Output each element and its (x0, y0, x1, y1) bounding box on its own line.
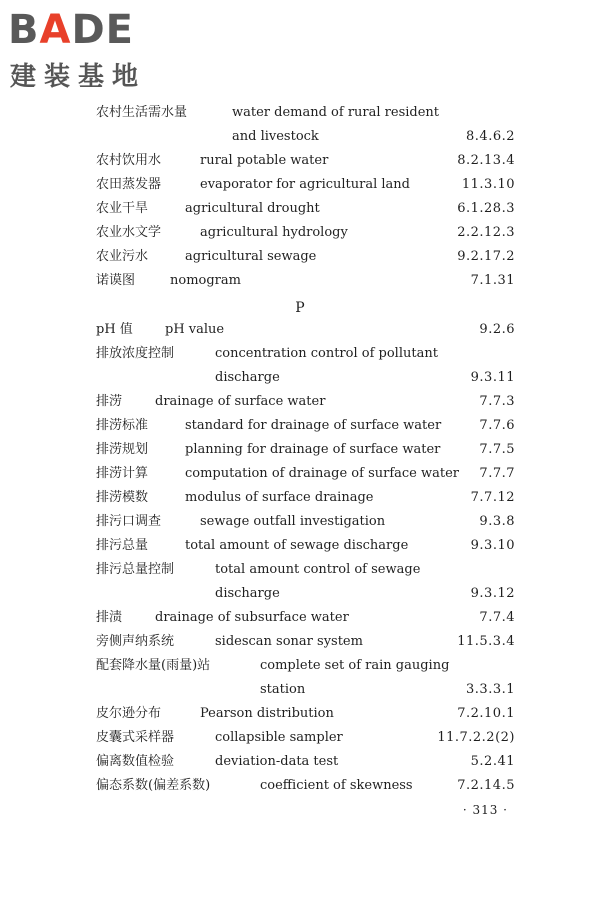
glossary-entry: 排放浓度控制 concentration control of pollutant (96, 346, 438, 361)
glossary-entry: 皮囊式采样器 collapsible sampler 11.7.2.2(2) (96, 730, 515, 745)
glossary-entry: 配套降水量(雨量)站 complete set of rain gauging (96, 658, 450, 673)
page-number: · 313 · (462, 803, 508, 817)
glossary-entry: 排渍 drainage of subsurface water 7.7.4 (96, 610, 515, 625)
glossary-entry: 皮尔逊分布 Pearson distribution 7.2.10.1 (96, 706, 515, 721)
logo-chinese-name: 建装基地 (10, 62, 147, 92)
glossary-entry: 诺谟图 nomogram 7.1.31 (96, 273, 515, 288)
glossary-entry-continuation: discharge 9.3.11 (215, 370, 515, 385)
glossary-entry: 排涝模数 modulus of surface drainage 7.7.12 (96, 490, 515, 505)
glossary-entry-continuation: station 3.3.3.1 (260, 682, 515, 697)
glossary-entry: 旁侧声纳系统 sidescan sonar system 11.5.3.4 (96, 634, 515, 649)
glossary-entry: 农业污水 agricultural sewage 9.2.17.2 (96, 249, 515, 264)
glossary-entry: 农村生活需水量 water demand of rural resident (96, 105, 440, 120)
glossary-entry: 偏态系数(偏差系数) coefficient of skewness 7.2.14.5 (96, 778, 515, 793)
logo-wordmark: BADE (8, 7, 134, 53)
glossary-entry: 排涝规划 planning for drainage of surface water 7.7.5 (96, 442, 515, 457)
glossary-entry: 农田蒸发器 evaporator for agricultural land 11.3.10 (96, 177, 515, 192)
glossary-entry-continuation: discharge 9.3.12 (215, 586, 515, 601)
glossary-entry: 排涝标准 standard for drainage of surface water 7.7.6 (96, 418, 515, 433)
glossary-entry: 排涝计算 computation of drainage of surface water 7.7.7 (96, 466, 515, 481)
glossary-entry: 农村饮用水 rural potable water 8.2.13.4 (96, 153, 515, 168)
glossary-entry: 农业水文学 agricultural hydrology 2.2.12.3 (96, 225, 515, 240)
glossary-entry: 排涝 drainage of surface water 7.7.3 (96, 394, 515, 409)
glossary-entry: pH 值 pH value 9.2.6 (96, 322, 515, 337)
glossary-entry-continuation: and livestock 8.4.6.2 (232, 129, 515, 144)
glossary-entry: 排污总量 total amount of sewage discharge 9.3.10 (96, 538, 515, 553)
glossary-entry: 排污口调查 sewage outfall investigation 9.3.8 (96, 514, 515, 529)
glossary-entry: 偏离数值检验 deviation-data test 5.2.41 (96, 754, 515, 769)
glossary-entry: 农业干旱 agricultural drought 6.1.28.3 (96, 201, 515, 216)
section-letter-heading: P (295, 300, 305, 316)
glossary-entry: 排污总量控制 total amount control of sewage (96, 562, 421, 577)
